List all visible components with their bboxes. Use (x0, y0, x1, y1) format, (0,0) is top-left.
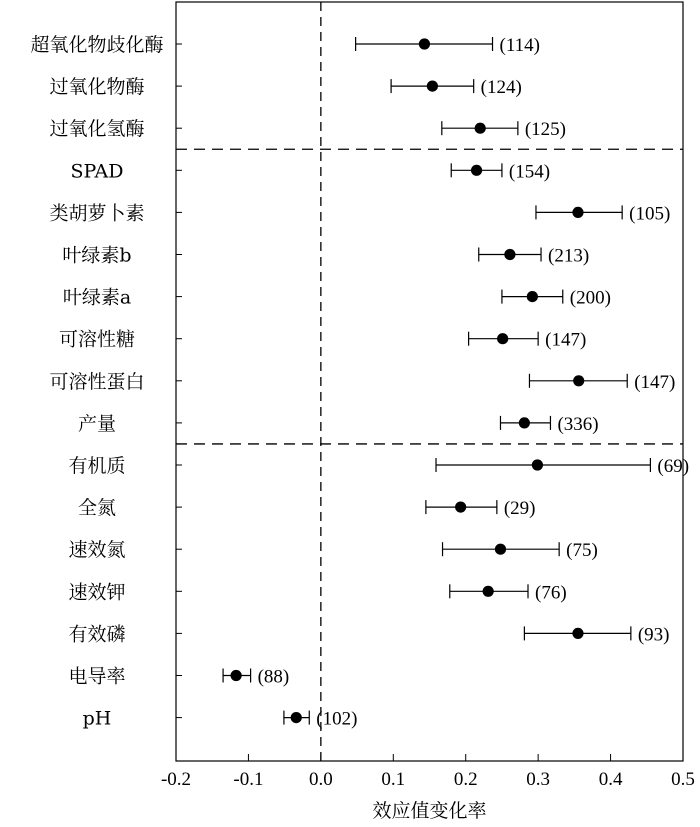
row-label: 速效钾 (68, 581, 126, 604)
sample-size-label: (75) (566, 540, 598, 562)
sample-size-label: (147) (545, 329, 587, 351)
row-label: 有效磷 (68, 623, 126, 646)
forest-row (83, 708, 358, 730)
sample-size-label: (102) (316, 708, 358, 730)
forest-row (68, 623, 669, 645)
row-label: 速效氮 (68, 539, 126, 562)
sample-size-label: (154) (508, 161, 551, 183)
sample-size-label: (336) (557, 413, 599, 435)
mean-point (572, 628, 583, 639)
forest-row (70, 160, 550, 182)
mean-point (504, 249, 515, 260)
sample-size-label: (88) (257, 666, 290, 688)
row-label: SPAD (70, 160, 124, 183)
sample-size-label: (200) (569, 287, 611, 309)
row-label: 类胡萝卜素 (49, 202, 145, 225)
x-axis-label: 效应值变化率 (372, 800, 487, 822)
x-tick-label: 0.1 (381, 769, 406, 790)
x-tick-label: 0.5 (671, 769, 695, 790)
row-label: 叶绿素b (62, 244, 132, 267)
sample-size-label: (93) (637, 624, 670, 646)
row-label: 过氧化物酶 (49, 76, 145, 99)
mean-point (475, 123, 486, 134)
row-label: 产量 (77, 412, 117, 435)
mean-point (497, 333, 508, 344)
row-label: 叶绿素a (62, 286, 132, 309)
row-label: 过氧化氢酶 (49, 118, 145, 141)
row-label: 全氮 (77, 497, 117, 520)
sample-size-label: (213) (548, 245, 590, 267)
forest-row (78, 413, 599, 435)
sample-size-label: (69) (657, 456, 690, 477)
mean-point (495, 544, 506, 555)
mean-point (532, 459, 543, 470)
sample-size-label: (125) (524, 119, 567, 141)
x-tick-label: 0.4 (598, 769, 623, 790)
row-label: pH (82, 707, 112, 730)
sample-size-label: (76) (535, 582, 567, 604)
row-label: 电导率 (68, 665, 126, 688)
mean-point (527, 291, 538, 302)
forest-row (68, 581, 566, 603)
forest-row (49, 118, 566, 140)
forest-row (63, 287, 611, 309)
forest-row (68, 666, 289, 688)
mean-point (519, 417, 530, 428)
mean-point (231, 670, 242, 681)
forest-row (49, 76, 521, 98)
mean-point (455, 502, 466, 513)
forest-row (68, 455, 689, 477)
mean-point (427, 81, 438, 92)
mean-point (572, 207, 583, 218)
sample-size-label: (147) (634, 371, 676, 393)
mean-point (573, 375, 584, 386)
row-label: 可溶性糖 (58, 328, 136, 351)
forest-row (49, 202, 670, 224)
plot-frame (176, 2, 683, 761)
sample-size-label: (114) (499, 35, 540, 56)
forest-row (62, 245, 589, 267)
mean-point (291, 712, 302, 723)
sample-size-label: (124) (480, 77, 522, 99)
forest-row (68, 539, 597, 561)
mean-point (419, 38, 430, 49)
row-label: 有机质 (68, 455, 126, 477)
x-tick-label: -0.1 (233, 769, 264, 790)
x-tick-label: -0.2 (160, 769, 192, 790)
forest-row (30, 34, 539, 56)
sample-size-label: (105) (629, 203, 671, 225)
forest-row (59, 329, 586, 351)
x-tick-label: 0.0 (308, 769, 333, 790)
forest-row (49, 371, 675, 393)
row-label: 可溶性蛋白 (49, 370, 145, 393)
sample-size-label: (29) (503, 498, 536, 520)
forest-row (78, 497, 536, 519)
row-label: 超氧化物歧化酶 (30, 34, 164, 56)
x-tick-label: 0.3 (526, 769, 551, 790)
mean-point (471, 165, 482, 176)
x-tick-label: 0.2 (453, 769, 478, 790)
mean-point (483, 586, 494, 597)
